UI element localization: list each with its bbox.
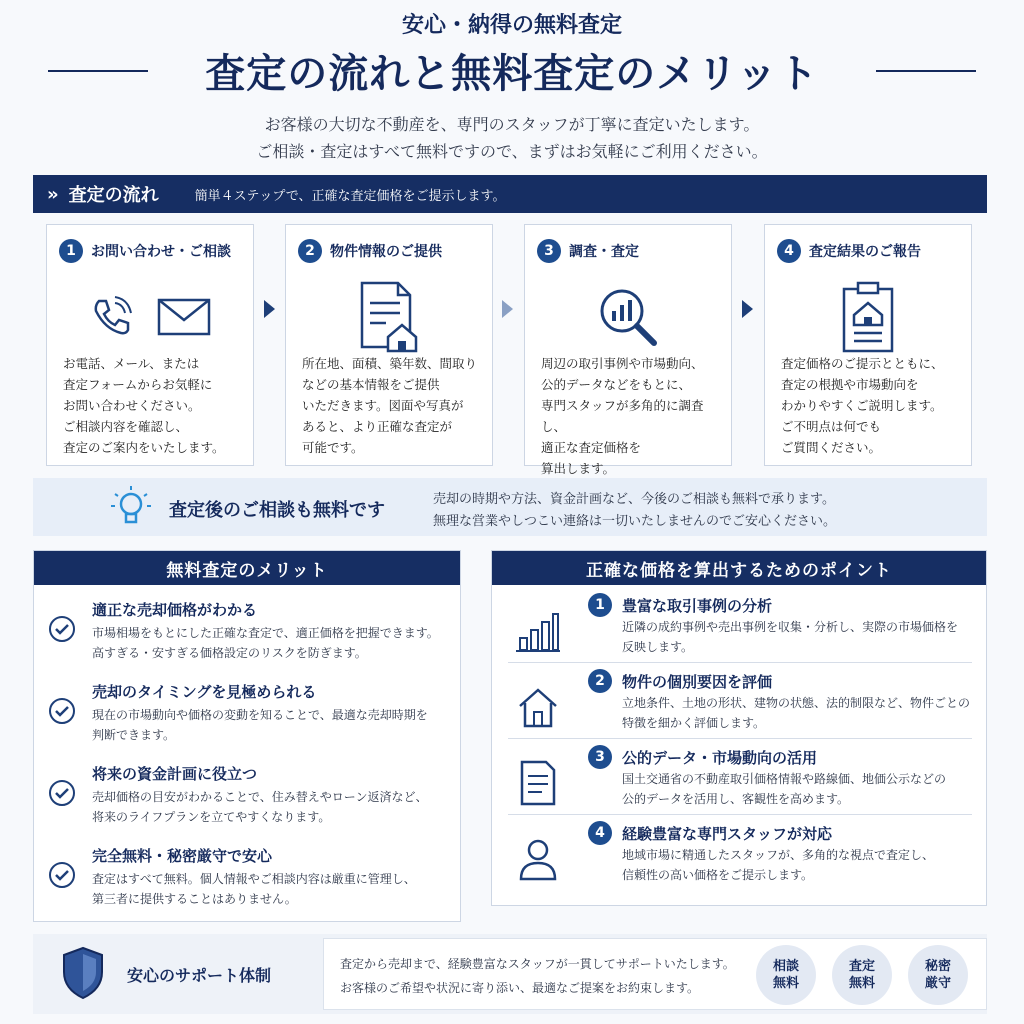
step-number: 2 (298, 239, 322, 263)
badge-confidential (908, 945, 968, 1005)
point-number: 1 (588, 593, 612, 617)
intro-line-2: ご相談・査定はすべて無料ですので、まずはお気軽にご利用ください。 (256, 142, 768, 161)
step-arrow-icon (742, 300, 753, 318)
point-number: 3 (588, 745, 612, 769)
step-title: お問い合わせ・ご相談 (91, 244, 231, 260)
merit-line: 売却価格の目安がわかることで、住み替えやローン返済など、 (92, 790, 428, 804)
badge-line: 秘密 (924, 959, 951, 974)
phone-icon (89, 295, 133, 339)
person-icon (518, 837, 558, 881)
step-line: ご質問ください。 (781, 440, 882, 455)
step-number: 3 (537, 239, 561, 263)
point-line: 公的データを活用し、客観性を高めます。 (622, 792, 850, 806)
step-line: あると、より正確な査定が (302, 419, 453, 434)
point-title: 豊富な取引事例の分析 (622, 597, 773, 615)
step-number: 1 (59, 239, 83, 263)
check-circle-icon (48, 697, 76, 725)
step-line: 専門スタッフが多角的に調査し、 (541, 398, 704, 434)
support-title: 安心のサポート体制 (127, 966, 272, 985)
step-line: 公的データなどをもとに、 (541, 377, 692, 392)
support-section (33, 934, 987, 1014)
point-item (508, 593, 968, 669)
step-line: 算出します。 (541, 461, 616, 476)
page-header (0, 0, 1024, 170)
point-title: 経験豊富な専門スタッフが対応 (622, 825, 833, 843)
step-line: わかりやすくご説明します。 (781, 398, 943, 413)
step-line: ご相談内容を確認し、 (63, 419, 189, 434)
points-title: 正確な価格を算出するためのポイント (492, 551, 986, 585)
double-chevron-icon: » (47, 183, 59, 205)
step-line: お問い合わせください。 (63, 398, 201, 413)
check-circle-icon (48, 861, 76, 889)
merit-line: 将来のライフプランを立てやすくなります。 (92, 810, 331, 824)
badge-line: 無料 (848, 976, 875, 991)
lightbulb-icon (109, 484, 153, 530)
point-line: 反映します。 (622, 640, 694, 654)
merits-panel (33, 550, 461, 922)
flow-step-2 (285, 224, 493, 466)
shield-icon (61, 946, 105, 1000)
divider (508, 814, 972, 815)
points-panel (491, 550, 987, 906)
page-subtitle: 安心・納得の無料査定 (401, 12, 622, 38)
consult-line-1: 売却の時期や方法、資金計画など、今後のご相談も無料で承ります。 (433, 492, 835, 507)
support-line-1: 査定から売却まで、経験豊富なスタッフが一貫してサポートいたします。 (340, 957, 735, 971)
merit-line: 判断できます。 (92, 728, 176, 742)
point-item (508, 821, 968, 897)
step-line: 所在地、面積、築年数、間取り (302, 356, 478, 371)
point-line: 近隣の成約事例や売出事例を収集・分析し、実際の市場価格を (622, 620, 959, 634)
step-line: 周辺の取引事例や市場動向、 (541, 356, 704, 371)
point-number: 2 (588, 669, 612, 693)
step-arrow-icon (264, 300, 275, 318)
step-line: 適正な査定価格を (541, 440, 642, 455)
flow-step-3 (524, 224, 732, 476)
intro-line-1: お客様の大切な不動産を、専門のスタッフが丁寧に査定いたします。 (264, 115, 760, 134)
badge-line: 無料 (772, 976, 799, 991)
point-item (508, 745, 968, 821)
step-title: 査定結果のご報告 (809, 244, 921, 260)
step-line: 査定の根拠や市場動向を (781, 377, 919, 392)
merits-title: 無料査定のメリット (34, 551, 460, 585)
step-line: ご不明点は何でも (781, 419, 882, 434)
mail-icon (157, 297, 211, 337)
flow-step-1 (46, 224, 254, 466)
merit-line: 査定はすべて無料。個人情報やご相談内容は厳重に管理し、 (92, 872, 416, 886)
support-line-2: お客様のご希望や状況に寄り添い、最適なご提案をお約束します。 (340, 981, 700, 995)
point-item (508, 669, 971, 745)
step-line: 査定価格のご提示とともに、 (781, 356, 944, 371)
consult-title: 査定後のご相談も無料です (169, 500, 385, 521)
check-circle-icon (48, 615, 76, 643)
step-title: 調査・査定 (569, 244, 639, 260)
step-line: などの基本情報をご提供 (302, 377, 440, 392)
merit-line: 高すぎる・安すぎる価格設定のリスクを防ぎます。 (92, 646, 367, 660)
point-line: 立地条件、土地の形状、建物の状態、法的制限など、物件ごとの (622, 696, 971, 710)
flow-section-header (33, 175, 987, 213)
merit-line: 第三者に提供することはありません。 (92, 892, 297, 906)
step-line: いただきます。図面や写真が (302, 398, 464, 413)
point-line: 信頼性の高い価格をご提示します。 (622, 868, 814, 882)
point-number: 4 (588, 821, 612, 845)
flow-title: 査定の流れ (68, 185, 159, 206)
merit-title: 完全無料・秘密厳守で安心 (92, 847, 273, 865)
title-rule-right (876, 70, 976, 72)
clipboard-house-icon (840, 281, 896, 353)
badge-consult-free (756, 945, 816, 1005)
badge-line: 相談 (772, 959, 799, 974)
merit-title: 売却のタイミングを見極められる (92, 683, 317, 701)
point-line: 国土交通省の不動産取引価格情報や路線価、地価公示などの (622, 772, 947, 786)
merit-title: 将来の資金計画に役立つ (92, 765, 258, 783)
consult-banner (33, 478, 987, 536)
badge-line: 厳守 (924, 976, 951, 991)
check-circle-icon (48, 779, 76, 807)
flow-subtitle: 簡単４ステップで、正確な査定価格をご提示します。 (194, 188, 506, 204)
point-title: 物件の個別要因を評価 (622, 673, 773, 691)
page-title: 査定の流れと無料査定のメリット (205, 50, 819, 97)
step-title: 物件情報のご提供 (330, 244, 442, 260)
step-line: 査定フォームからお気軽に (63, 377, 213, 392)
document-icon (518, 760, 558, 806)
badge-line: 査定 (848, 959, 875, 974)
flow-step-4 (764, 224, 972, 466)
consult-line-2: 無理な営業やしつこい連絡は一切いたしませんのでご安心ください。 (433, 514, 837, 529)
magnifier-chart-icon (596, 285, 660, 349)
badge-appraisal-free (832, 945, 892, 1005)
step-line: お電話、メール、または (63, 356, 200, 371)
step-line: 査定のご案内をいたします。 (63, 440, 225, 455)
step-number: 4 (777, 239, 801, 263)
bar-chart-icon (516, 610, 560, 652)
house-icon (516, 686, 560, 728)
merit-line: 現在の市場動向や価格の変動を知ることで、最適な売却時期を (92, 708, 428, 722)
merit-line: 市場相場をもとにした正確な査定で、適正価格を把握できます。 (92, 626, 439, 640)
step-line: 可能です。 (302, 440, 364, 455)
merit-title: 適正な売却価格がわかる (92, 601, 258, 619)
divider (508, 662, 972, 663)
divider (508, 738, 972, 739)
step-arrow-icon (502, 300, 513, 318)
point-title: 公的データ・市場動向の活用 (622, 749, 818, 767)
point-line: 地域市場に精通したスタッフが、多角的な視点で査定し、 (622, 848, 935, 862)
document-house-icon (356, 281, 422, 353)
point-line: 特徴を細かく評価します。 (622, 716, 766, 730)
